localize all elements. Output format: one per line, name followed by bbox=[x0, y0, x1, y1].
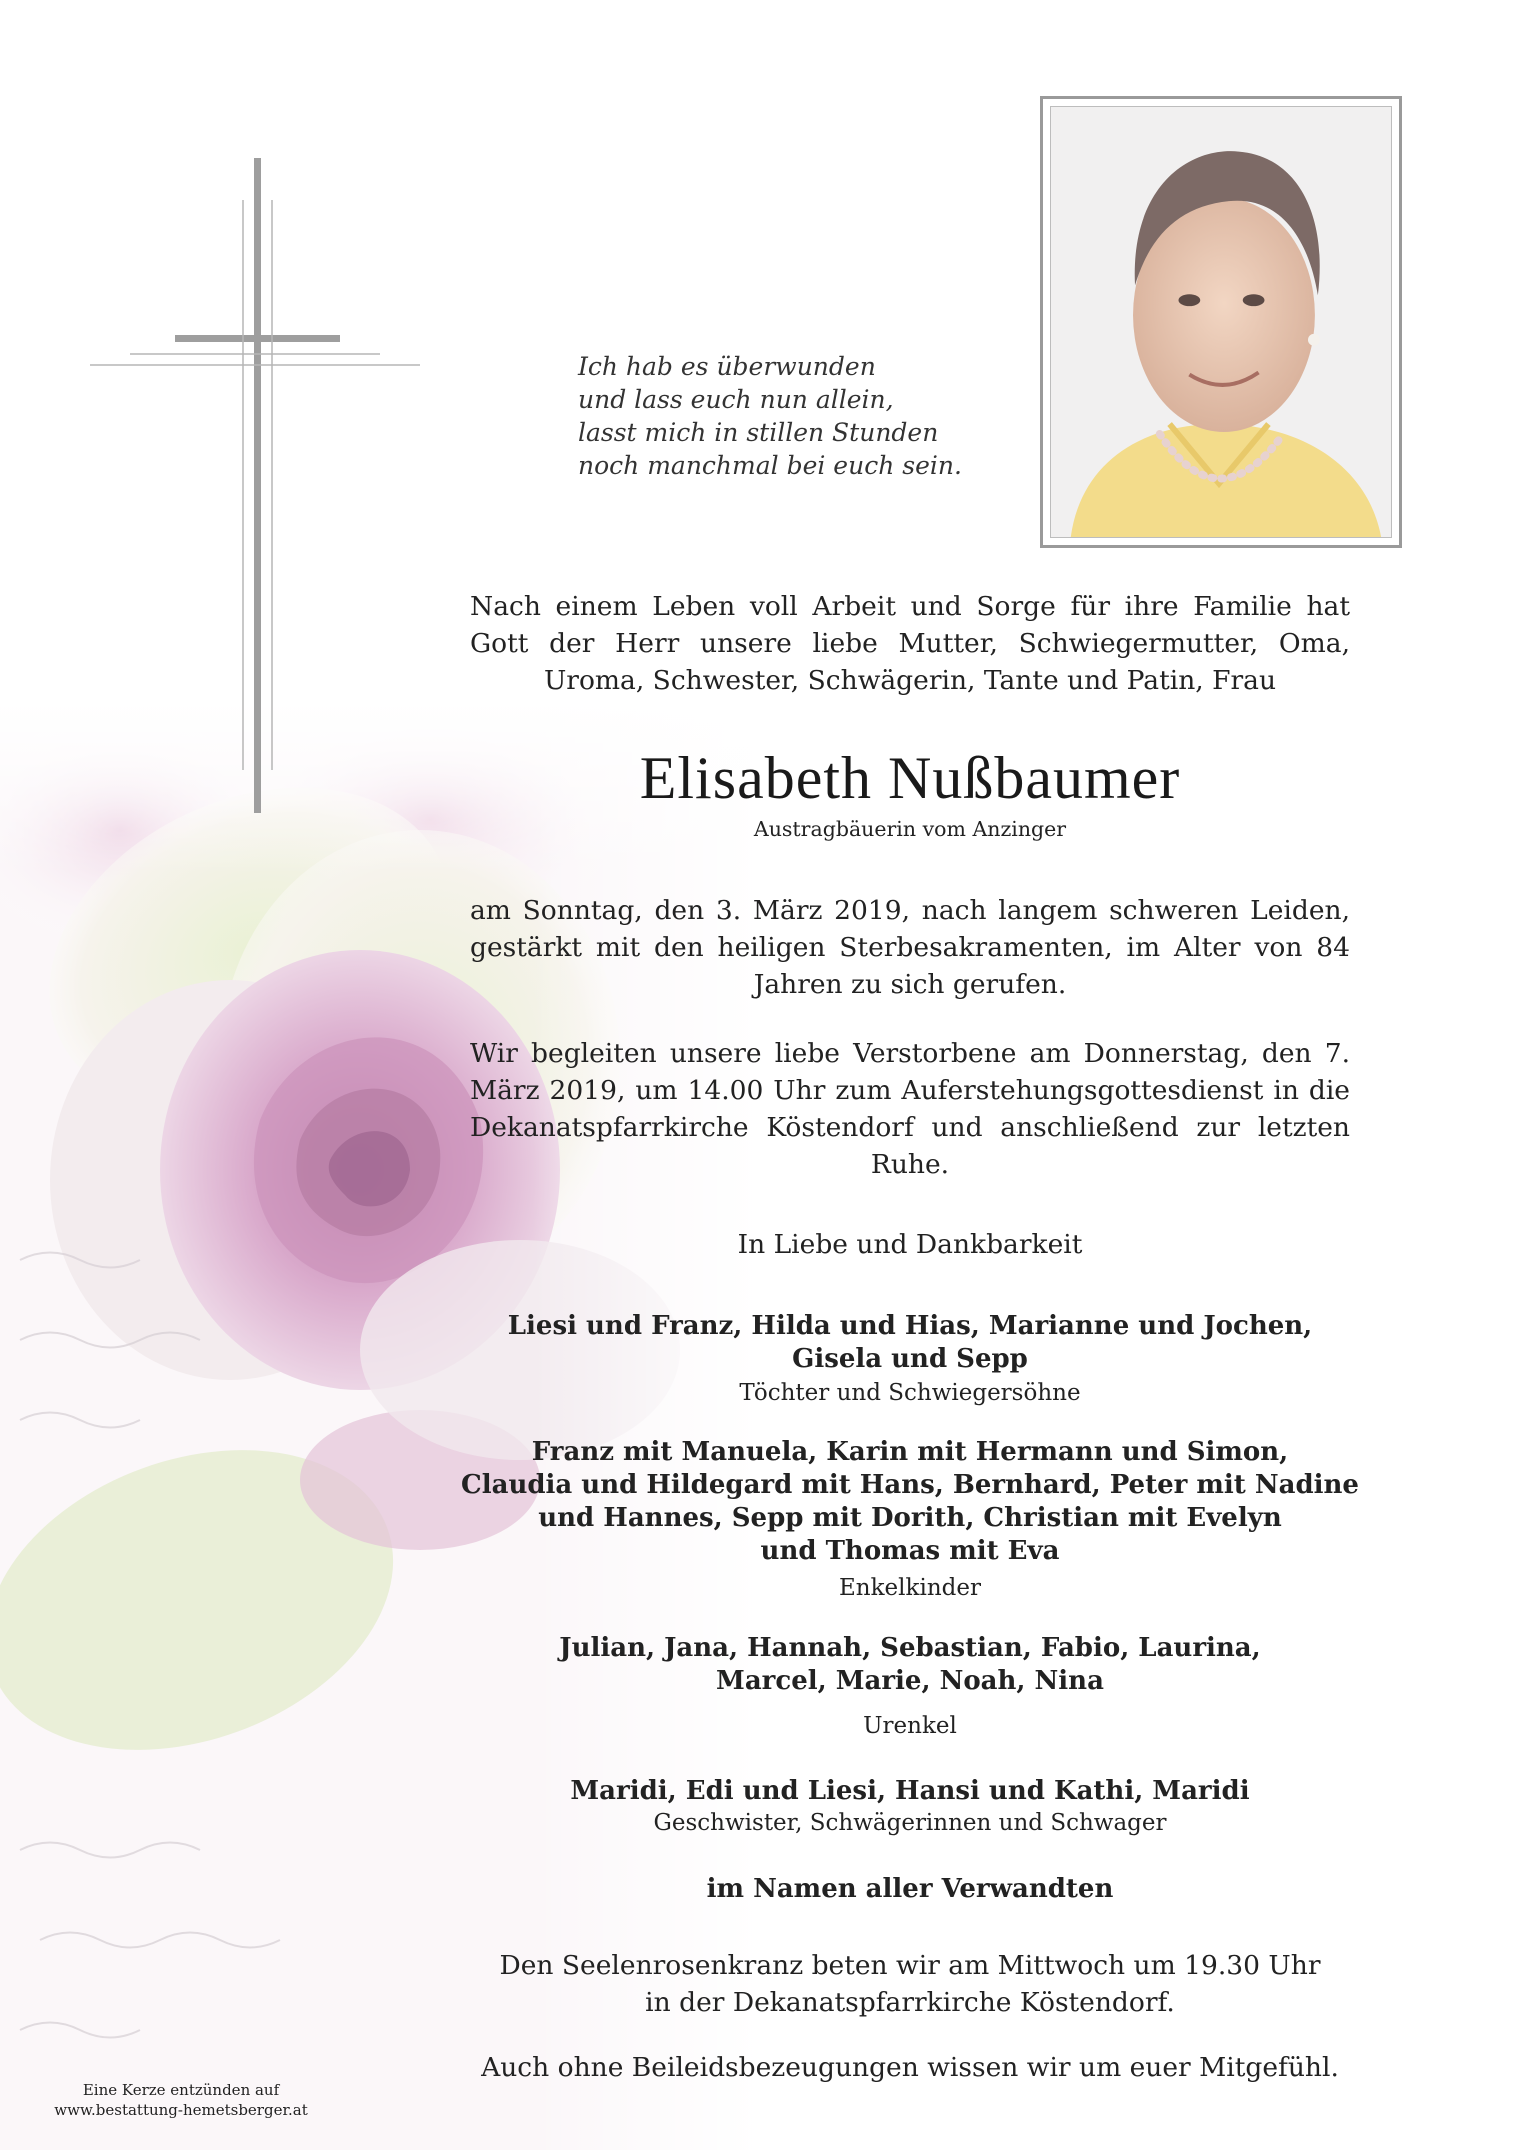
mourner-label: Geschwister, Schwägerinnen und Schwager bbox=[653, 1810, 1167, 1836]
poem-line: und lass euch nun allein, bbox=[578, 385, 894, 414]
mourner-line: und Thomas mit Eva bbox=[760, 1536, 1060, 1566]
closing-text: In Liebe und Dankbarkeit bbox=[737, 1229, 1083, 1260]
funeral-paragraph: Wir begleiten unsere liebe Verstorbene am Donnerstag, den 7. März 2019, um 14.00 Uhr zum Auferstehungsgottesdienst in die Dekanatspfarrkirche Köstendorf und anschließend zur letzten Ruhe. bbox=[470, 1038, 1350, 1180]
cross-icon bbox=[80, 150, 440, 830]
mourner-line: Liesi und Franz, Hilda und Hias, Marianne und Jochen, bbox=[507, 1311, 1313, 1341]
intro-text: Nach einem Leben voll Arbeit und Sorge für ihre Familie hat Gott der Herr unsere liebe Mutter, Schwiegermutter, Oma, Uroma, Schwester, Schwägerin, Tante und Patin, Frau bbox=[470, 591, 1350, 696]
mourner-group-siblings bbox=[470, 1775, 1350, 1808]
mourner-line: Claudia und Hildegard mit Hans, Bernhard, Peter mit Nadine bbox=[461, 1470, 1359, 1500]
mourner-line: und Hannes, Sepp mit Dorith, Christian mit Evelyn bbox=[538, 1503, 1282, 1533]
poem bbox=[578, 350, 1018, 482]
mourner-line: Julian, Jana, Hannah, Sebastian, Fabio, Laurina, bbox=[559, 1633, 1261, 1663]
footer bbox=[36, 2080, 326, 2120]
condolence-note: Auch ohne Beileidsbezeugungen wissen wir um euer Mitgefühl. bbox=[481, 2052, 1339, 2083]
mourner-label: Enkelkinder bbox=[839, 1575, 981, 1601]
deceased-name: Elisabeth Nußbaumer bbox=[639, 745, 1181, 811]
footer-text: Eine Kerze entzünden auf bbox=[82, 2081, 280, 2099]
mourner-line: Gisela und Sepp bbox=[792, 1344, 1028, 1374]
poem-line: lasst mich in stillen Stunden bbox=[578, 418, 939, 447]
mourner-group-grandchildren bbox=[420, 1436, 1400, 1568]
death-paragraph: am Sonntag, den 3. März 2019, nach langem schweren Leiden, gestärkt mit den heiligen Sterbesakramenten, im Alter von 84 Jahren zu sich gerufen. bbox=[470, 895, 1350, 1000]
footer-link[interactable]: www.bestattung-hemetsberger.at bbox=[54, 2101, 308, 2119]
poem-line: Ich hab es überwunden bbox=[578, 352, 876, 381]
deceased-subtitle: Austragbäuerin vom Anzinger bbox=[753, 817, 1067, 841]
rosary-text bbox=[470, 1947, 1350, 2021]
rosary-line: Den Seelenrosenkranz beten wir am Mittwoch um 19.30 Uhr bbox=[499, 1950, 1321, 1981]
rosary-line: in der Dekanatspfarrkirche Köstendorf. bbox=[645, 1987, 1175, 2018]
relatives-text: im Namen aller Verwandten bbox=[706, 1874, 1114, 1904]
mourner-line: Maridi, Edi und Liesi, Hansi und Kathi, Maridi bbox=[570, 1776, 1250, 1806]
poem-line: noch manchmal bei euch sein. bbox=[578, 451, 962, 480]
portrait-frame bbox=[1040, 96, 1402, 548]
mourner-group-great-grandchildren bbox=[470, 1632, 1350, 1698]
mourner-label: Urenkel bbox=[863, 1713, 957, 1739]
mourner-line: Marcel, Marie, Noah, Nina bbox=[716, 1666, 1104, 1696]
mourner-line: Franz mit Manuela, Karin mit Hermann und Simon, bbox=[531, 1437, 1289, 1467]
portrait-photo bbox=[1050, 106, 1392, 538]
mourner-label: Töchter und Schwiegersöhne bbox=[739, 1380, 1081, 1406]
mourner-group-children bbox=[470, 1310, 1350, 1376]
